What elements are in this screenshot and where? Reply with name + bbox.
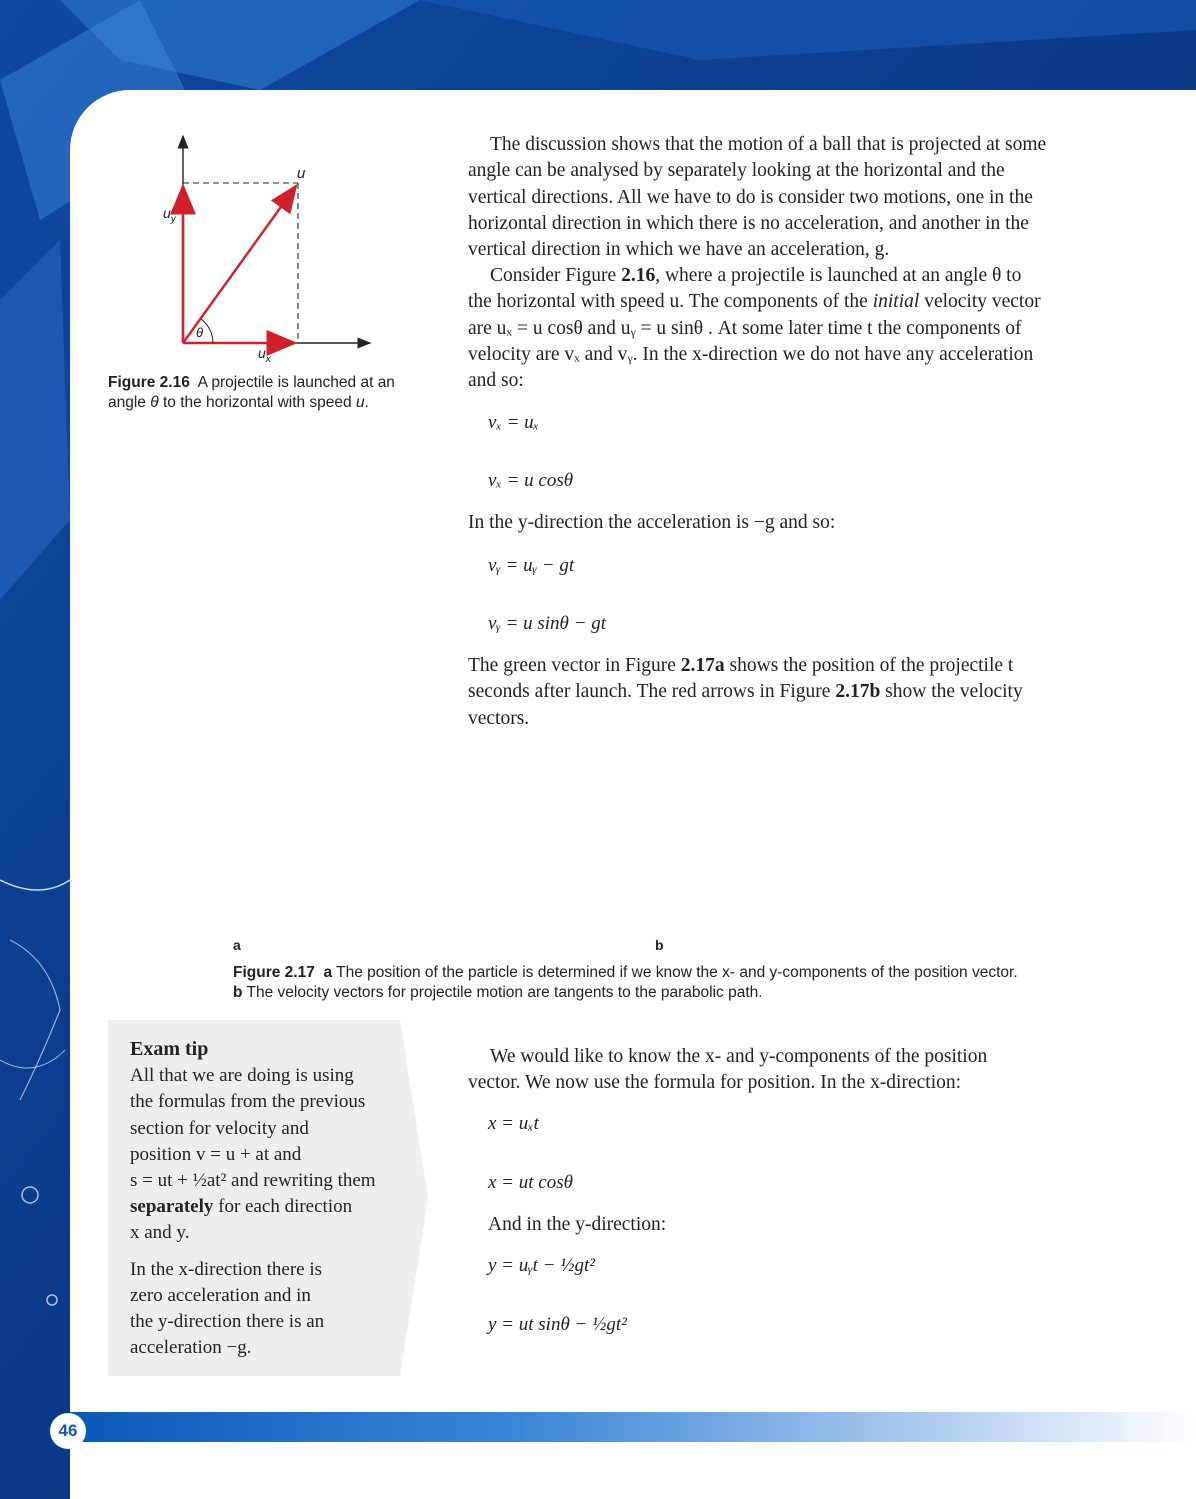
page-number: 46 bbox=[50, 1413, 86, 1449]
exam-tip-title: Exam tip bbox=[130, 1038, 209, 1060]
footer-bar bbox=[70, 1412, 1196, 1442]
u-vector-arrow bbox=[183, 186, 296, 343]
paragraph-3: The green vector in Figure 2.17a shows the position of the projectile t seconds after launch. The red arrows in Figure 2.17b show the velocity vectors. bbox=[468, 655, 1023, 729]
paragraph-1: The discussion shows that the motion of a ball that is projected at some angle can be analysed by separately looking at the horizontal and the vertical directions. All we have to do is consider two motions, one in the horizontal direction in which there is no acceleration, and another in the vertical direction in which we have an acceleration, g. bbox=[468, 134, 1047, 261]
panel-label-b: b bbox=[655, 937, 664, 953]
y-direction-bottom-text: And in the y-direction: bbox=[488, 1214, 667, 1235]
y-direction-text: In the y-direction the acceleration is −g and so: bbox=[468, 512, 836, 533]
equation-y-utsin: y = ut sinθ − ½gt² bbox=[488, 1314, 627, 1335]
equation-vx-ucos: vₓ = u cosθ bbox=[488, 470, 574, 491]
equation-vx-ux: vₓ = uₓ bbox=[488, 412, 540, 433]
paragraph-4: We would like to know the x- and y-components of the position vector. We now use the formula for position. In the x-direction: bbox=[468, 1046, 988, 1094]
label-u: u bbox=[297, 165, 306, 182]
page-sheet bbox=[70, 90, 1196, 1499]
figure-2-16-diagram bbox=[150, 130, 470, 370]
equation-vy-usin: vᵧ = u sinθ − gt bbox=[488, 613, 606, 634]
panel-label-a: a bbox=[233, 937, 241, 953]
equation-vy-uy: vᵧ = uᵧ − gt bbox=[488, 555, 575, 576]
label-theta: θ bbox=[196, 325, 204, 340]
equation-x-utcos: x = ut cosθ bbox=[488, 1172, 573, 1193]
label-ux: $u_x$ bbox=[258, 345, 271, 365]
label-uy: $u_y$ bbox=[163, 205, 176, 225]
figure-2-16-caption: Figure 2.16 A projectile is launched at an angle θ to the horizontal with speed u. bbox=[108, 374, 395, 411]
figure-2-17b-chart bbox=[650, 745, 1080, 930]
equation-y-uyt: y = uᵧt − ½gt² bbox=[488, 1255, 595, 1276]
equation-x-uxt: x = uₓt bbox=[488, 1113, 539, 1134]
figure-2-17a-chart bbox=[230, 745, 660, 930]
paragraph-2: Consider Figure 2.16, where a projectile is launched at an angle θ to the horizontal with speed u. The components of the initial velocity vector are uₓ = u cosθ and uᵧ = u sinθ . At some later time t the components of velocity are vₓ and vᵧ. In the x-direction we do not have any acceleration and so: bbox=[468, 265, 1041, 392]
exam-tip-content: Exam tip All that we are doing is using the formulas from the previous section for velocity and position v = u + at and s = ut + ½at² and rewriting them separately for each direction x and y. In the x-direction there is zero acceleration and in the y-direction there is an acceleration −g. bbox=[130, 1036, 400, 1361]
figure-2-17-caption: Figure 2.17 a The position of the particle is determined if we know the x- and y-components of the position vector. b The velocity vectors for projectile motion are tangents to the parabolic path. bbox=[233, 964, 1018, 1001]
